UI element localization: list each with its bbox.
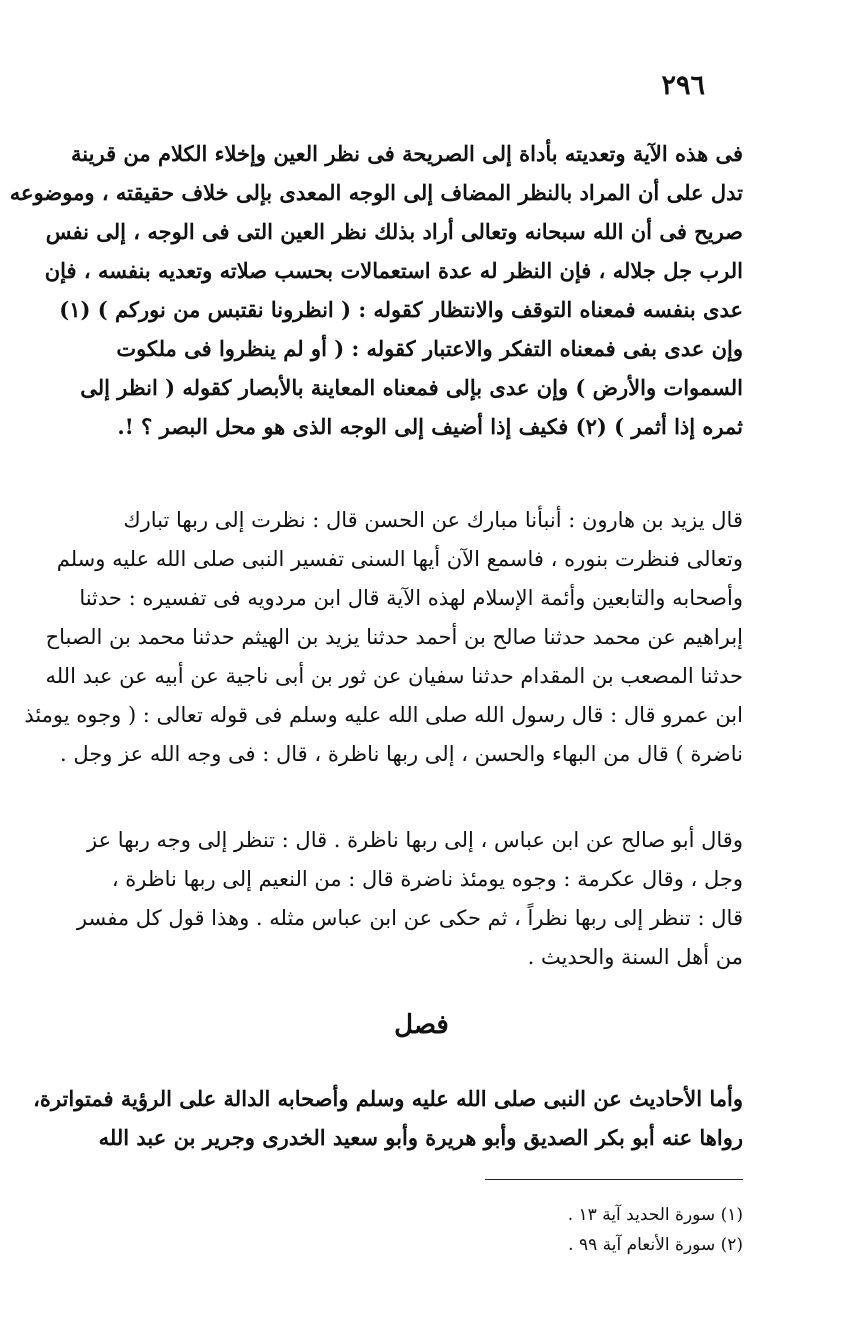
- paragraph-3-line: من أهل السنة والحديث .: [527, 945, 743, 969]
- paragraph-1-line: ثمره إذا أثمر ) (٢) فكيف إذا أضيف إلى الوجه الذى هو محل البصر ؟ !.: [117, 414, 743, 439]
- paragraph-1-line: تدل على أن المراد بالنظر المضاف إلى الوجه المعدى بإلى خلاف حقيقته ، وموضوعه: [9, 180, 743, 205]
- paragraph-1-line: صريح فى أن الله سبحانه وتعالى أراد بذلك نظر العين التى فى الوجه ، إلى نفس: [45, 219, 743, 244]
- paragraph-4-line: رواها عنه أبو بكر الصديق وأبو هريرة وأبو سعيد الخدرى وجرير بن عبد الله: [98, 1125, 743, 1150]
- paragraph-3: [78, 821, 743, 977]
- paragraph-2-line: وأصحابه والتابعين وأئمة الإسلام لهذه الآية قال ابن مردويه فى تفسيره : حدثنا: [79, 586, 743, 610]
- footnote-2: (٢) سورة الأنعام آية ٩٩ .: [568, 1235, 743, 1255]
- paragraph-3-line: وقال أبو صالح عن ابن عباس ، إلى ربها ناظرة . قال : تنظر إلى وجه ربها عز: [87, 828, 743, 852]
- paragraph-2-line: حدثنا المصعب بن المقدام حدثنا سفيان عن ثور بن أبى ناجية عن أبيه عن عبد الله: [45, 664, 743, 688]
- page-number: ٢٩٦: [661, 70, 705, 101]
- section-heading: فصل: [394, 1010, 449, 1040]
- footnotes: [343, 1200, 743, 1260]
- paragraph-1-line: الرب جل جلاله ، فإن النظر له عدة استعمالات بحسب صلاته وتعديه بنفسه ، فإن: [44, 258, 743, 283]
- paragraph-2: [24, 501, 743, 774]
- footnote-divider: [485, 1179, 743, 1180]
- paragraph-2-line: ابن عمرو قال : قال رسول الله صلى الله عليه وسلم فى قوله تعالى : ( وجوه يومئذ: [24, 703, 743, 727]
- paragraph-2-line: ناضرة ) قال من البهاء والحسن ، إلى ربها ناظرة ، قال : فى وجه الله عز وجل .: [60, 742, 743, 766]
- footnote-1: (١) سورة الحديد آية ١٣ .: [567, 1205, 743, 1225]
- paragraph-1: [9, 134, 743, 446]
- paragraph-2-line: وتعالى فنظرت بنوره ، فاسمع الآن أيها السنى تفسير النبى صلى الله عليه وسلم: [56, 547, 743, 571]
- paragraph-1-line: وإن عدى بفى فمعناه التفكر والاعتبار كقوله : ( أو لم ينظروا فى ملكوت: [116, 336, 743, 361]
- paragraph-3-line: قال : تنظر إلى ربها نظراً ، ثم حكى عن ابن عباس مثله . وهذا قول كل مفسر: [76, 906, 743, 930]
- paragraph-1-line: فى هذه الآية وتعديته بأداة إلى الصريحة فى نظر العين وإخلاء الكلام من قرينة: [71, 141, 743, 166]
- paragraph-2-line: قال يزيد بن هارون : أنبأنا مبارك عن الحسن قال : نظرت إلى ربها تبارك: [123, 508, 743, 532]
- paragraph-1-line: عدى بنفسه فمعناه التوقف والانتظار كقوله : ( انظرونا نقتبس من نوركم ) (١): [59, 297, 743, 322]
- paragraph-1-line: السموات والأرض ) وإن عدى بإلى فمعناه المعاينة بالأبصار كقوله ( انظر إلى: [80, 375, 743, 400]
- paragraph-3-line: وجل ، وقال عكرمة : وجوه يومئذ ناضرة قال : من النعيم إلى ربها ناظرة ،: [111, 867, 743, 891]
- paragraph-4: [33, 1079, 743, 1157]
- paragraph-2-line: إبراهيم عن محمد حدثنا صالح بن أحمد حدثنا يزيد بن الهيثم حدثنا محمد بن الصباح: [45, 625, 743, 649]
- paragraph-4-line: وأما الأحاديث عن النبى صلى الله عليه وسلم وأصحابه الدالة على الرؤية فمتواترة،: [33, 1086, 743, 1111]
